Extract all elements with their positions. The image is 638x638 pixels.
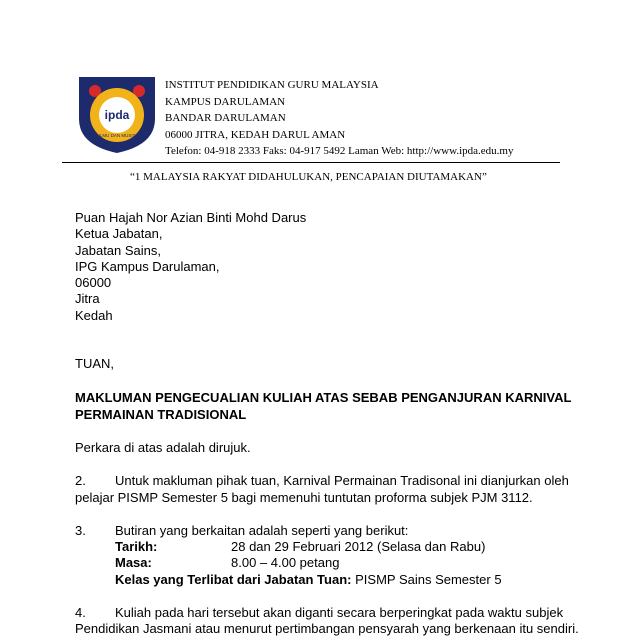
recipient-address (75, 210, 575, 324)
logo-ring-text: ILMU DAN MUSIT (98, 133, 136, 138)
paragraph-text: pelajar PISMP Semester 5 bagi memenuhi tuntutan proforma subjek PJM 3112. (75, 489, 533, 505)
address-line: Kedah (75, 307, 113, 323)
paragraph-4 (75, 605, 575, 621)
header-divider (62, 162, 560, 163)
ipda-logo (75, 73, 159, 155)
paragraph-number: 4. (75, 605, 86, 621)
detail-value: PISMP Sains Semester 5 (355, 571, 502, 587)
address-line: 06000 JITRA, KEDAH DARUL AMAN (165, 128, 346, 141)
detail-date (75, 539, 575, 555)
motto: “1 MALAYSIA RAKYAT DIDAHULUKAN, PENCAPAIAN DIUTAMAKAN” (130, 171, 487, 183)
salutation: TUAN, (75, 356, 114, 372)
paragraph-text: Pendidikan Jasmani atau menurut pertimbangan pensyarah yang berkenaan itu sendiri. (75, 621, 579, 637)
paragraph-number: 3. (75, 522, 86, 538)
paragraph-text: Kuliah pada hari tersebut akan diganti secara berperingkat pada waktu subjek (115, 605, 564, 621)
paragraph-3 (75, 523, 575, 539)
address-line: IPG Kampus Darulaman, (75, 258, 220, 274)
detail-label: Masa: (115, 555, 152, 571)
address-line: Puan Hajah Nor Azian Binti Mohd Darus (75, 210, 307, 225)
detail-value: 8.00 – 4.00 petang (231, 555, 340, 571)
address-line: Ketua Jabatan, (75, 226, 163, 242)
contact-line: Telefon: 04-918 2333 Faks: 04-917 5492 Laman Web: http://www.ipda.edu.my (165, 145, 514, 157)
paragraph-text: Untuk makluman pihak tuan, Karnival Permainan Tradisonal ini dianjurkan oleh (115, 473, 569, 489)
institute-name: INSTITUT PENDIDIKAN GURU MALAYSIA (165, 79, 379, 91)
address-line: Jabatan Sains, (75, 242, 162, 258)
campus-name: KAMPUS DARULAMAN (165, 95, 286, 108)
logo-text: ipda (104, 108, 130, 122)
detail-value: 28 dan 29 Februari 2012 (Selasa dan Rabu) (231, 539, 486, 555)
paragraph-2 (75, 473, 575, 489)
letterhead (165, 77, 513, 160)
detail-time (75, 555, 575, 571)
letter-body (75, 210, 579, 638)
detail-label: Kelas yang Terlibat dari Jabatan Tuan: (115, 571, 352, 587)
address-line: 06000 (75, 275, 112, 291)
subject-line: PERMAINAN TRADISIONAL (75, 406, 247, 422)
paragraph-1: Perkara di atas adalah dirujuk. (75, 439, 251, 455)
address-line: BANDAR DARULAMAN (165, 112, 286, 124)
subject-line: MAKLUMAN PENGECUALIAN KULIAH ATAS SEBAB PENGANJURAN KARNIVAL (75, 390, 572, 406)
paragraph-text: Butiran yang berkaitan adalah seperti yang berikut: (115, 522, 409, 538)
paragraph-number: 2. (75, 473, 86, 489)
detail-class (75, 572, 575, 588)
address-line: Jitra (75, 291, 100, 307)
detail-label: Tarikh: (115, 539, 158, 555)
